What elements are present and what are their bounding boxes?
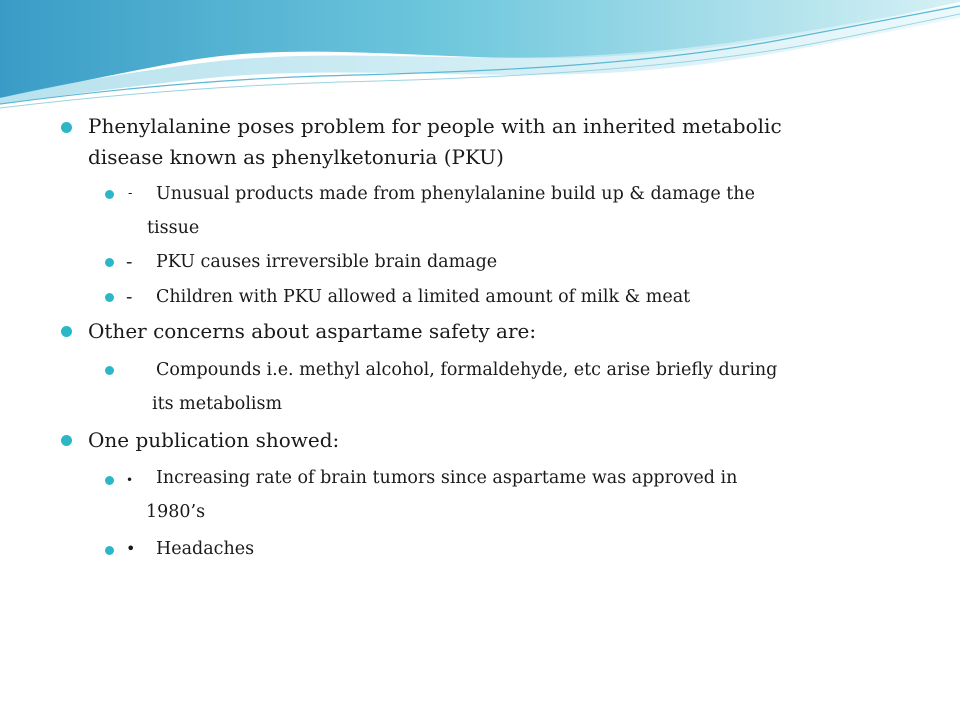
sub-bullet-bullet: • [126,473,134,487]
sub-bullet-marker-icon [105,366,114,375]
sub-bullet-1-1-continuation: tissue [147,218,200,238]
sub-bullet-marker-icon [105,190,114,199]
sub-bullet-1-3-text: Children with PKU allowed a limited amount of milk & meat [156,287,691,307]
sub-bullet-dash: - [128,186,133,201]
sub-bullet-2-1-continuation: its metabolism [152,394,283,414]
sub-bullet-2-1-text: Compounds i.e. methyl alcohol, formaldehyde, etc arise briefly during [156,360,778,380]
bullet-marker-icon [61,122,72,133]
sub-bullet-3-2-text: Headaches [156,539,255,559]
sub-bullet-marker-icon [105,293,114,302]
bullet-3-line-1: One publication showed: [88,428,340,452]
bullet-1-line-1: Phenylalanine poses problem for people with an inherited metabolic [88,114,782,138]
bullet-1-line-2: disease known as phenylketonuria (PKU) [88,145,504,169]
sub-bullet-dash: - [126,251,133,273]
sub-bullet-1-2-text: PKU causes irreversible brain damage [156,252,498,272]
bullet-2-line-1: Other concerns about aspartame safety are: [88,319,537,343]
bullet-marker-icon [61,326,72,337]
sub-bullet-1-1-text: Unusual products made from phenylalanine build up & damage the [156,184,755,204]
sub-bullet-3-1-continuation: 1980’s [146,502,206,522]
sub-bullet-marker-icon [105,546,114,555]
sub-bullet-dash: - [126,286,133,308]
sub-bullet-3-1-text: Increasing rate of brain tumors since aspartame was approved in [156,468,738,488]
sub-bullet-bullet: • [126,539,136,558]
bullet-marker-icon [61,435,72,446]
sub-bullet-marker-icon [105,476,114,485]
sub-bullet-marker-icon [105,258,114,267]
